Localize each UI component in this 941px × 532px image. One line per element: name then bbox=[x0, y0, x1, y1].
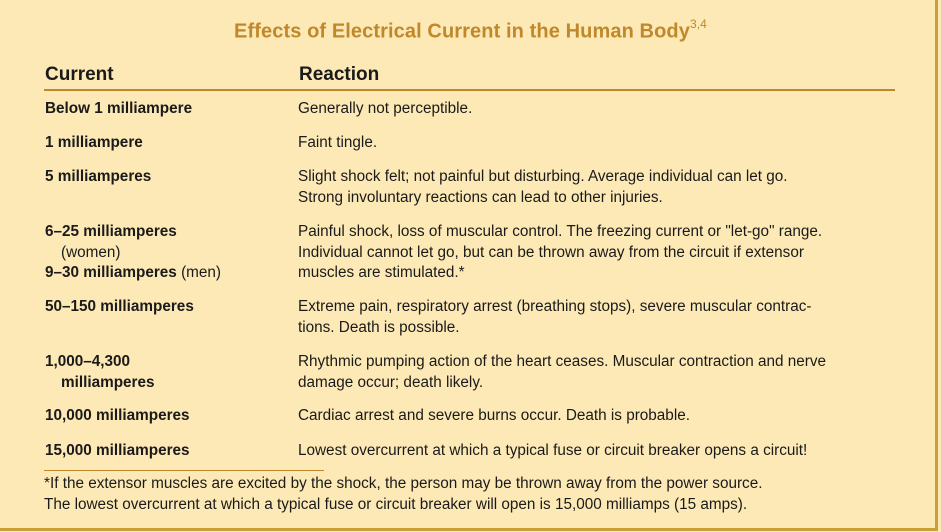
footnote-line: *If the extensor muscles are excited by the shock, the person may be thrown away from the power source. bbox=[44, 475, 763, 492]
footnote-divider bbox=[44, 470, 324, 471]
current-cell: Below 1 milliampere bbox=[45, 100, 193, 117]
column-header-current: Current bbox=[45, 64, 114, 85]
reaction-cell: Slight shock felt; not painful but disturbing. Average individual can let go. Strong involuntary reactions can lead to other injuries. bbox=[298, 168, 788, 206]
footnote-line: The lowest overcurrent at which a typical fuse or circuit breaker will open is 15,000 milliamps (15 amps). bbox=[44, 495, 748, 513]
current-cell: 5 milliamperes bbox=[45, 168, 152, 185]
current-cell: 10,000 milliamperes bbox=[45, 407, 190, 424]
reaction-cell: Faint tingle. bbox=[298, 134, 378, 151]
current-cell: 15,000 milliamperes bbox=[45, 442, 190, 459]
column-header-reaction: Reaction bbox=[299, 64, 380, 85]
table-header bbox=[44, 63, 895, 91]
reaction-cell: Generally not perceptible. bbox=[298, 100, 473, 117]
reaction-cell: Extreme pain, respiratory arrest (breathing stops), severe muscular contrac- tions. Death is possible. bbox=[298, 298, 812, 336]
current-cell: 6–25 milliamperes (women) 9–30 milliamperes (men) bbox=[45, 223, 222, 281]
reaction-cell: Cardiac arrest and severe burns occur. Death is probable. bbox=[298, 407, 690, 424]
current-cell: 50–150 milliamperes bbox=[45, 298, 194, 315]
table-title: Effects of Electrical Current in the Human Body$^{3,4}$ bbox=[234, 17, 707, 43]
reaction-cell: Rhythmic pumping action of the heart ceases. Muscular contraction and nerve damage occur; death likely. bbox=[298, 353, 827, 391]
title-superscript: 3,4 bbox=[689, 17, 707, 31]
footnote bbox=[44, 474, 904, 515]
reaction-cell: Lowest overcurrent at which a typical fuse or circuit breaker opens a circuit! bbox=[298, 442, 808, 459]
current-cell: 1,000–4,300 milliamperes bbox=[45, 353, 155, 391]
reaction-cell: Painful shock, loss of muscular control. The freezing current or "let-go" range. Individual cannot let go, but can be thrown away from the circuit if extensor muscles are stimulated.* bbox=[298, 223, 823, 281]
current-cell: 1 milliampere bbox=[45, 134, 143, 151]
